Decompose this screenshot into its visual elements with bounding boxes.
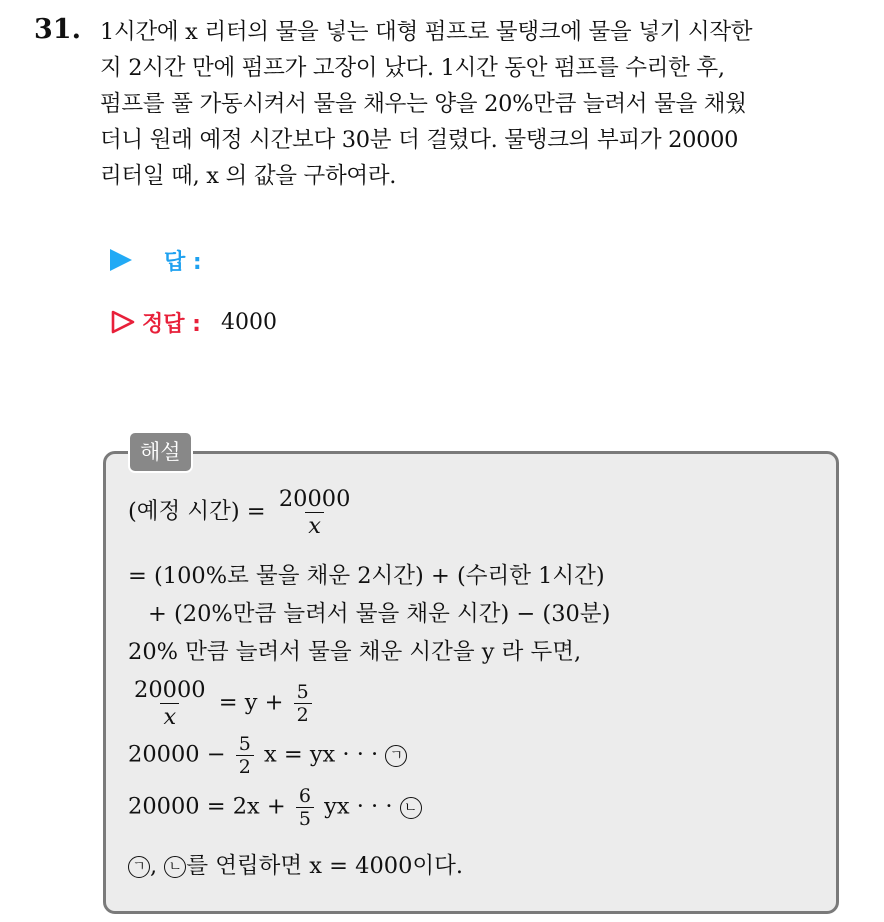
solution-text: 20000 − — [128, 741, 226, 768]
fraction-denominator: x — [305, 512, 324, 539]
circled-nieun-icon: ㄴ — [400, 797, 422, 819]
question-number: 31. — [34, 14, 81, 45]
fraction — [294, 681, 312, 726]
solution-line-1 — [128, 486, 356, 539]
play-filled-icon — [110, 249, 132, 271]
problem-line: 리터일 때, x 의 값을 구하여라. — [100, 163, 397, 189]
fraction-numerator: 6 — [298, 785, 311, 807]
solution-text: 를 연립하면 x = 4000이다. — [186, 853, 464, 879]
solution-text: yx · · · — [324, 793, 393, 820]
problem-line: 펌프를 풀 가동시켜서 물을 채우는 양을 20%만큼 늘려서 물을 채웠 — [100, 91, 747, 117]
answer-row — [110, 243, 202, 277]
solution-line-3: + (20%만큼 늘려서 물을 채운 시간) − (30분) — [148, 601, 611, 627]
fraction-numerator: 5 — [238, 733, 251, 755]
correct-value: 4000 — [220, 309, 277, 335]
fraction — [236, 733, 254, 778]
fraction — [131, 677, 209, 730]
fraction — [296, 785, 314, 830]
problem-line: 더니 원래 예정 시간보다 30분 더 걸렸다. 물탱크의 부피가 20000 — [100, 127, 739, 153]
fraction-denominator: 5 — [296, 807, 314, 830]
solution-text: , — [150, 853, 158, 879]
fraction-numerator: 20000 — [134, 677, 206, 703]
solution-line-7 — [128, 785, 422, 830]
solution-line-4: 20% 만큼 늘려서 물을 채운 시간을 y 라 두면, — [128, 639, 582, 665]
circled-nieun-icon: ㄴ — [164, 856, 186, 878]
fraction-denominator: 2 — [294, 703, 312, 726]
problem-line: 1시간에 x 리터의 물을 넣는 대형 펌프로 물탱크에 물을 넣기 시작한 — [100, 19, 753, 45]
solution-text: (예정 시간) = — [128, 498, 266, 525]
correct-label: 정답 : — [142, 311, 201, 337]
solution-line-6 — [128, 733, 407, 778]
problem-line: 지 2시간 만에 펌프가 고장이 났다. 1시간 동안 펌프를 수리한 후, — [100, 55, 725, 81]
solution-text: x = yx · · · — [264, 741, 379, 768]
play-outline-icon — [110, 309, 136, 335]
fraction-denominator: x — [160, 703, 179, 730]
fraction-numerator: 20000 — [278, 486, 351, 512]
fraction — [276, 486, 354, 539]
solution-text: 20000 = 2x + — [128, 793, 286, 820]
circled-giyeok-icon: ㄱ — [385, 745, 407, 767]
circled-giyeok-icon: ㄱ — [128, 856, 150, 878]
solution-tag: 해설 — [128, 431, 193, 473]
problem-text — [100, 14, 860, 194]
correct-answer-row — [110, 305, 277, 339]
solution-line-8 — [128, 848, 463, 880]
fraction-denominator: 2 — [236, 755, 254, 778]
solution-line-5 — [128, 677, 315, 730]
solution-line-2: = (100%로 물을 채운 2시간) + (수리한 1시간) — [128, 563, 605, 589]
fraction-numerator: 5 — [296, 681, 309, 703]
solution-text: = y + — [218, 689, 284, 716]
answer-label: 답 : — [164, 249, 202, 275]
